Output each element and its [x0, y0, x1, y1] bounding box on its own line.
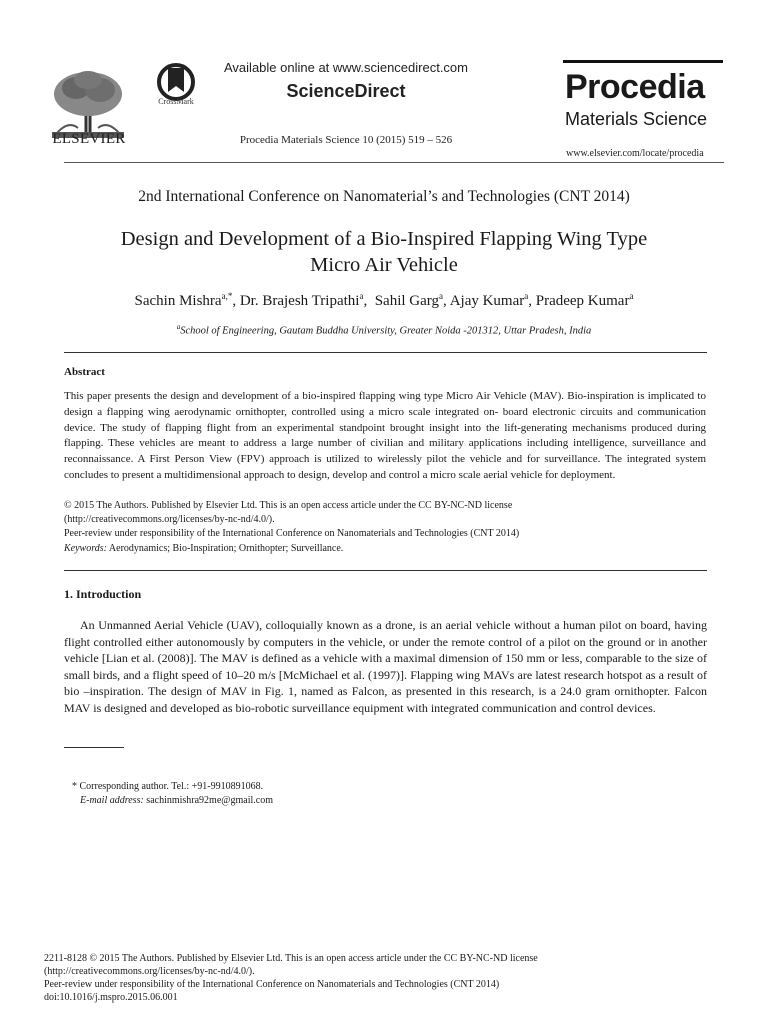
author-name: Dr. Brajesh Tripathi — [239, 293, 360, 309]
email-address[interactable]: sachinmishra92me@gmail.com — [143, 795, 273, 806]
peer-review-note: Peer-review under responsibility of the International Conference on Nanomaterials and Technologies (CNT 2014) — [64, 528, 520, 539]
footnote-rule — [64, 747, 124, 748]
author-name: Pradeep Kumar — [535, 293, 630, 309]
introduction-body: An Unmanned Aerial Vehicle (UAV), colloquially known as a drone, is an aerial vehicle without a human pilot on board, having flight controlled either autonomously by computers in the vehicle, or under the remote control of a pilot on the ground or in another vehicle [Lian et al. (2008)]. The MAV is defined as a vehicle with a maximal dimension of 150 mm or less, comparable to the size of small birds, and a flight speed of 10–20 m/s [McMichael et al. (1997)]. Flapping wing MAVs are latest research hotspot as a result of bio –inspiration. The design of MAV in Fig. 1, named as Falcon, as presented in this research, is a 24.0 gram ornithopter. Falcon MAV is designed and developed as bio-robotic surveillance equipment with integrated communication and control devices. — [64, 618, 707, 715]
keywords-label: Keywords: — [64, 543, 107, 554]
abstract-body: This paper presents the design and development of a bio-inspired flapping wing type Micro Air Vehicle (MAV). Bio-inspiration is implicated to design a flapping wing aerodynamic ornithopter, controlled using a micro scale integrated on- board electronic circuits and communication device. The study of flapping flight from an experimental standpoint brought insight into the lift-generating mechanisms produced during flapping. These vehicles are meant to address a large number of civilian and military applications including intelligence, surveillance and reconnaissance. A First Person View (FPV) approach is utilized to wirelessly pilot the vehicle and for surveillance. The integrated system concludes to present a multidimensional approach to design, develop and control a micro scale aerial vehicle for deployment. — [64, 390, 706, 481]
license-link[interactable]: (http://creativecommons.org/licenses/by-nc-nd/4.0/). — [64, 514, 275, 525]
author-affiliation-mark: a — [524, 291, 529, 301]
section-heading-introduction: 1. Introduction — [64, 587, 142, 601]
abstract-heading: Abstract — [64, 366, 105, 378]
author-affiliation-mark: a — [629, 291, 634, 301]
author-affiliation-mark: a,* — [221, 291, 233, 301]
author-affiliation-mark: a — [439, 291, 443, 301]
author-list: Sachin Mishra$^{a,*}$, Dr. Brajesh Tripathi$^a$, Sahil Garg$^a$, Ajay Kumar$^a$, Pradeep Kumar$^a$ — [134, 291, 634, 309]
paper-title — [40, 226, 728, 278]
author-name: Ajay Kumar — [449, 293, 525, 309]
available-online-link[interactable]: Available online at www.sciencedirect.com — [224, 60, 468, 75]
elsevier-wordmark: ELSEVIER — [52, 131, 126, 147]
footer-issn-copyright: 2211-8128 © 2015 The Authors. Published by Elsevier Ltd. This is an open access article under the CC BY-NC-ND license — [44, 953, 538, 964]
author-name: Sahil Garg — [374, 293, 439, 309]
procedia-subtitle: Materials Science — [565, 109, 708, 129]
email-note — [80, 795, 273, 806]
procedia-wordmark: Procedia — [565, 68, 705, 106]
affiliation-mark: a — [176, 323, 181, 331]
conference-name: 2nd International Conference on Nanomaterial’s and Technologies (CNT 2014) — [138, 188, 630, 205]
journal-reference: Procedia Materials Science 10 (2015) 519 – 526 — [239, 134, 453, 146]
footer-peer-review: Peer-review under responsibility of the International Conference on Nanomaterials and Technologies (CNT 2014) — [44, 979, 500, 990]
keywords-list: Aerodynamics; Bio-Inspiration; Ornithopter; Surveillance. — [106, 543, 344, 554]
keywords — [64, 543, 706, 554]
corresponding-author-note: * Corresponding author. Tel.: +91-9910891068. — [72, 781, 264, 792]
footer-doi[interactable]: doi:10.1016/j.mspro.2015.06.001 — [44, 992, 178, 1003]
affiliation-text: School of Engineering, Gautam Buddha University, Greater Noida -201312, Uttar Pradesh, India — [180, 325, 592, 337]
email-label: E-mail address: — [80, 795, 144, 806]
procedia-url-link[interactable]: www.elsevier.com/locate/procedia — [566, 148, 704, 159]
copyright-line-1: © 2015 The Authors. Published by Elsevier Ltd. This is an open access article under the CC BY-NC-ND license — [64, 500, 513, 511]
title-line-1: Design and Development of a Bio-Inspired Flapping Wing Type — [120, 228, 648, 250]
header-divider — [64, 162, 724, 163]
footer-license-link[interactable]: (http://creativecommons.org/licenses/by-nc-nd/4.0/). — [44, 966, 255, 977]
abstract-top-rule — [64, 352, 707, 353]
author-affiliation-mark: a — [359, 291, 364, 301]
author-name: Sachin Mishra — [134, 293, 222, 309]
title-line-2: Micro Air Vehicle — [310, 254, 458, 276]
crossmark-label: CrossMark — [158, 97, 194, 106]
affiliation — [40, 323, 728, 337]
abstract-bottom-rule — [64, 570, 707, 571]
sciencedirect-wordmark: ScienceDirect — [286, 81, 406, 101]
